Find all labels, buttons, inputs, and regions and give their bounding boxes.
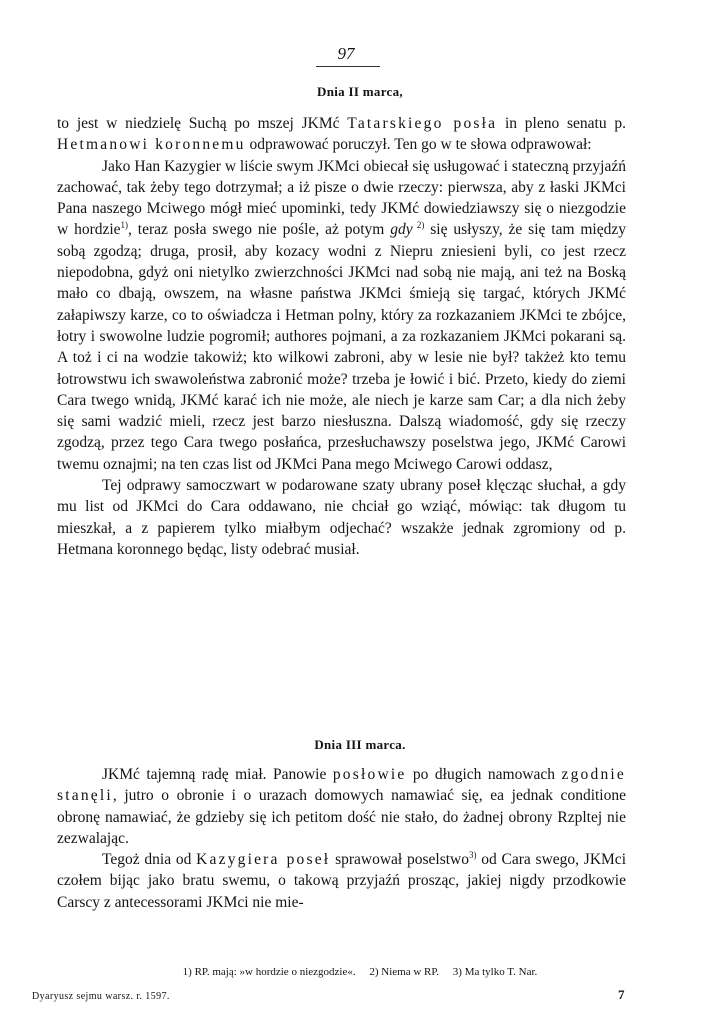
text-run: odprawować poruczył. Ten go w te słowa odprawował: xyxy=(245,136,592,154)
footnote-ref: 1) xyxy=(120,220,129,231)
paragraph xyxy=(57,849,626,913)
footnote-text: Niema w RP. xyxy=(381,966,440,978)
text-run: od Cara swego, JKMci czołem bijąc jako bratu swemu, o takową przyjaźń prosząc, jakiej nigdy przodkowie Carscy z antecessorami JKMci nie mie- xyxy=(57,851,626,911)
text-run: Tej odprawy samoczwart w podarowane szaty ubrany poseł klęcząc słuchał, a gdy mu list od JKMci do Cara oddawano, nie chciał go wziąć, mówiąc: tak długom tu mieszkał, a z papierem tylko miałbym odjechać? wszakże jednak zgromiony od p. Hetmana koronnego będąc, listy odebrać musiał. xyxy=(57,477,626,558)
text-run: sprawował poselstwo xyxy=(330,851,469,869)
section-body-1 xyxy=(57,113,626,560)
footnotes xyxy=(0,966,720,978)
spaced-text: Kazygiera poseł xyxy=(196,851,331,869)
text-run: to jest w niedzielę Suchą po mszej JKMć xyxy=(57,115,348,132)
page-number: 97 xyxy=(337,44,355,63)
text-run: in pleno senatu p. xyxy=(497,115,626,132)
footer-source: Dyaryusz sejmu warsz. r. 1597. xyxy=(32,991,170,1002)
footnote-text: RP. mają: »w hordzie o niezgodzie«. xyxy=(194,966,356,978)
italic-text: gdy xyxy=(390,221,413,239)
paragraph xyxy=(57,475,626,560)
page-number-rule xyxy=(316,66,380,67)
footnote-ref: 3) xyxy=(469,850,477,861)
spaced-text: posłowie xyxy=(332,766,407,783)
section-body-2 xyxy=(57,764,626,913)
paragraph xyxy=(57,764,626,849)
spaced-text: Tatarskiego posła xyxy=(347,115,498,132)
text-run: Tegoż dnia od xyxy=(102,851,197,869)
paragraph xyxy=(57,113,626,156)
footnote-ref: 2) xyxy=(412,220,425,231)
text-run: Jako Han Kazygier w liście swym JKMci obiecał się usługować i stateczną przyjaźń zachować, tak żeby tego dotrzymał; a iż pisze o dwie rzeczy: pierwsza, aby z łaski JKMci Pana naszego Mciwego mógł mieć upominki, tedy JKMć dowiedziawszy się o niezgodzie w hordzie xyxy=(57,157,626,239)
section-heading-2: Dnia III marca. xyxy=(314,737,406,752)
footnote-mark: 1) xyxy=(182,966,192,978)
footer-signature: 7 xyxy=(618,987,625,1002)
footnote-mark: 3) xyxy=(452,966,462,978)
spaced-text: zgodnie stanęli xyxy=(57,766,626,805)
paragraph xyxy=(57,156,626,475)
spaced-text: Hetmanowi koronnemu xyxy=(57,136,246,154)
footnote-text: Ma tylko T. Nar. xyxy=(464,966,538,978)
section-heading-1: Dnia II marca, xyxy=(317,84,403,99)
text-run: się usłyszy, że się tam między sobą zgodzą; druga, prosił, aby kozacy wodni z Niepru zniesieni byli, co jest rzecz niepodobna, gdyż oni nietylko zwierzchności JKMci nad sobą nie mają, ani też na Boską mało co dbają, owszem, na własne państwa JKMci śmieją się targać, których JKMć załapiwszy karze, co to oświadcza i Hetman polny, który za rozkazaniem JKMci te zbójce, łotry i swowolne ludzie pogromił; authores pojmani, a za rozkazaniem JKMci pokarani są. A toż i ci na wodzie takowiż; kto wilkowi zabroni, aby w lesie nie był? takżeż kto temu łotrowstwu ich swawoleństwa zabronić może? trzeba je łowić i bić. Przeto, kiedy do ziemi Cara twego wnidą, JKMć karać ich nie może, ale niech je karze sam Car; a dla nich żeby się sami wadzić mieli, rzecz jest barzo niesłuszna. Dalszą wiadomość, gdy się rzeczy zgodzą, przez tego Cara twego posłańca, przesłuchawszy poselstwa jego, JKMć Carowi twemu oznajmi; na ten czas list od JKMci Pana mego Mciwego Carowi oddasz, xyxy=(57,221,627,473)
text-run: , teraz posła swego nie pośle, aż potym xyxy=(128,221,391,239)
text-run: po długich namowach xyxy=(406,766,562,783)
footnote-mark: 2) xyxy=(369,966,379,978)
text-run: , jutro o obronie i o urazach domowych namawiać się, ea jednak conditione obronę namawiać, że gdzieby się ich petitom dość nie stało, do żadnej obrony Rzpltej nie zezwalając. xyxy=(57,787,626,847)
text-run: JKMć tajemną radę miał. Panowie xyxy=(102,766,333,783)
